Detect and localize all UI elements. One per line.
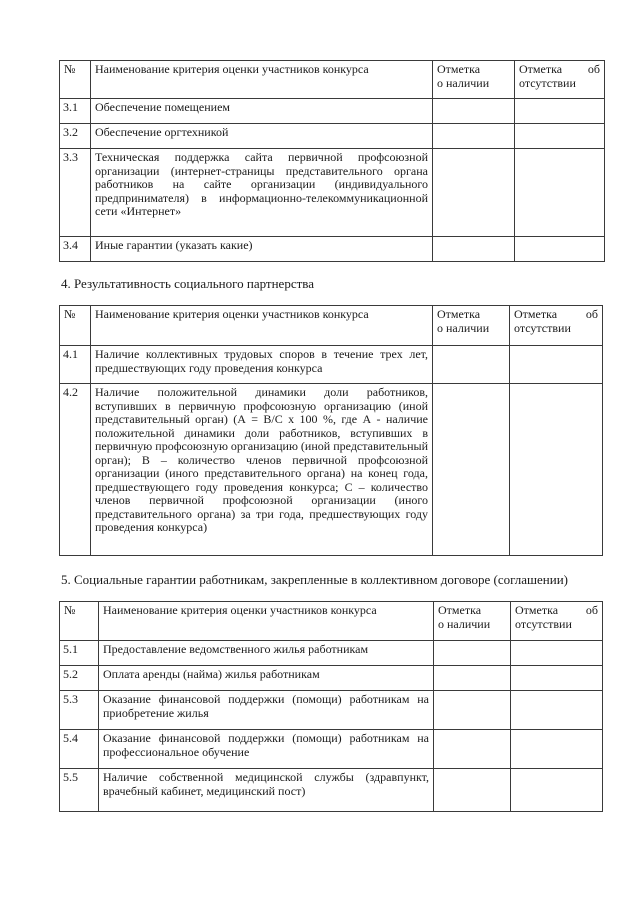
criteria-table-4 <box>59 305 603 556</box>
table-row <box>60 149 605 237</box>
table-row <box>60 730 603 769</box>
presence-mark-cell[interactable] <box>433 124 515 149</box>
absence-mark-cell[interactable] <box>510 346 603 384</box>
table-row <box>60 691 603 730</box>
section-4-title: 4. Результативность социального партнерства <box>61 276 315 291</box>
absence-mark-cell[interactable] <box>511 666 603 691</box>
col-header-number: № <box>60 602 99 641</box>
table-row <box>60 769 603 812</box>
table-row <box>60 237 605 262</box>
col-header-number: № <box>60 306 91 346</box>
table-row <box>60 99 605 124</box>
absence-mark-cell[interactable] <box>511 730 603 769</box>
table-row <box>60 346 603 384</box>
row-number: 3.4 <box>60 237 91 262</box>
section-5-title: 5. Социальные гарантии работникам, закрепленные в коллективном договоре (соглашении) <box>61 572 568 587</box>
criterion-name: Оказание финансовой поддержки (помощи) работникам на приобретение жилья <box>99 691 434 730</box>
criterion-name: Наличие собственной медицинской службы (здравпункт, врачебный кабинет, медицинский пост) <box>99 769 434 812</box>
criterion-name: Наличие положительной динамики доли работников, вступивших в первичную профсоюзную организацию (иной представительный орган) (А = В/С х 100 %, где А - наличие положительной динамики доли работников, вступивших в первичную профсоюзную организацию (иной представительный орган); В – количество членов первичной профсоюзной организации (иного представительного органа) на конец года, предшествующего году проведения конкурса; С – количество членов первичной профсоюзной организации (иного представительного органа) за три года, предшествующих году проведения конкурса) <box>91 384 433 556</box>
table-row <box>60 666 603 691</box>
criterion-name: Оплата аренды (найма) жилья работникам <box>99 666 434 691</box>
table-row <box>60 384 603 556</box>
criteria-table-3 <box>59 60 605 262</box>
criterion-name: Предоставление ведомственного жилья работникам <box>99 641 434 666</box>
col-header-presence: Отметка о наличии <box>433 306 510 346</box>
presence-mark-cell[interactable] <box>433 237 515 262</box>
presence-mark-cell[interactable] <box>433 384 510 556</box>
absence-mark-cell[interactable] <box>515 237 605 262</box>
table-row <box>60 124 605 149</box>
col-header-criterion: Наименование критерия оценки участников конкурса <box>99 602 434 641</box>
table-row <box>60 641 603 666</box>
row-number: 3.2 <box>60 124 91 149</box>
criteria-table-5 <box>59 601 603 812</box>
col-header-presence: Отметка о наличии <box>433 61 515 99</box>
absence-mark-cell[interactable] <box>515 124 605 149</box>
criterion-name: Техническая поддержка сайта первичной профсоюзной организации (интернет-страницы представительного органа работников на сайте организации (индивидуального предпринимателя) в информационно-телекоммуникационной сети «Интернет» <box>91 149 433 237</box>
row-number: 5.4 <box>60 730 99 769</box>
absence-mark-cell[interactable] <box>511 691 603 730</box>
absence-mark-cell[interactable] <box>515 149 605 237</box>
criterion-name: Иные гарантии (указать какие) <box>91 237 433 262</box>
row-number: 3.3 <box>60 149 91 237</box>
criterion-name: Наличие коллективных трудовых споров в течение трех лет, предшествующих году проведения конкурса <box>91 346 433 384</box>
presence-mark-cell[interactable] <box>434 691 511 730</box>
col-header-number: № <box>60 61 91 99</box>
absence-mark-cell[interactable] <box>510 384 603 556</box>
absence-mark-cell[interactable] <box>515 99 605 124</box>
row-number: 3.1 <box>60 99 91 124</box>
col-header-presence: Отметка о наличии <box>434 602 511 641</box>
presence-mark-cell[interactable] <box>434 641 511 666</box>
row-number: 5.3 <box>60 691 99 730</box>
col-header-criterion: Наименование критерия оценки участников конкурса <box>91 306 433 346</box>
col-header-absence: Отметка об отсутствии <box>510 306 603 346</box>
presence-mark-cell[interactable] <box>433 99 515 124</box>
criterion-name: Обеспечение оргтехникой <box>91 124 433 149</box>
col-header-absence: Отметка об отсутствии <box>511 602 603 641</box>
presence-mark-cell[interactable] <box>433 149 515 237</box>
row-number: 5.1 <box>60 641 99 666</box>
presence-mark-cell[interactable] <box>434 730 511 769</box>
row-number: 4.2 <box>60 384 91 556</box>
presence-mark-cell[interactable] <box>433 346 510 384</box>
presence-mark-cell[interactable] <box>434 769 511 812</box>
row-number: 4.1 <box>60 346 91 384</box>
criterion-name: Обеспечение помещением <box>91 99 433 124</box>
row-number: 5.2 <box>60 666 99 691</box>
col-header-absence: Отметка об отсутствии <box>515 61 605 99</box>
col-header-criterion: Наименование критерия оценки участников конкурса <box>91 61 433 99</box>
presence-mark-cell[interactable] <box>434 666 511 691</box>
row-number: 5.5 <box>60 769 99 812</box>
criterion-name: Оказание финансовой поддержки (помощи) работникам на профессиональное обучение <box>99 730 434 769</box>
absence-mark-cell[interactable] <box>511 641 603 666</box>
absence-mark-cell[interactable] <box>511 769 603 812</box>
